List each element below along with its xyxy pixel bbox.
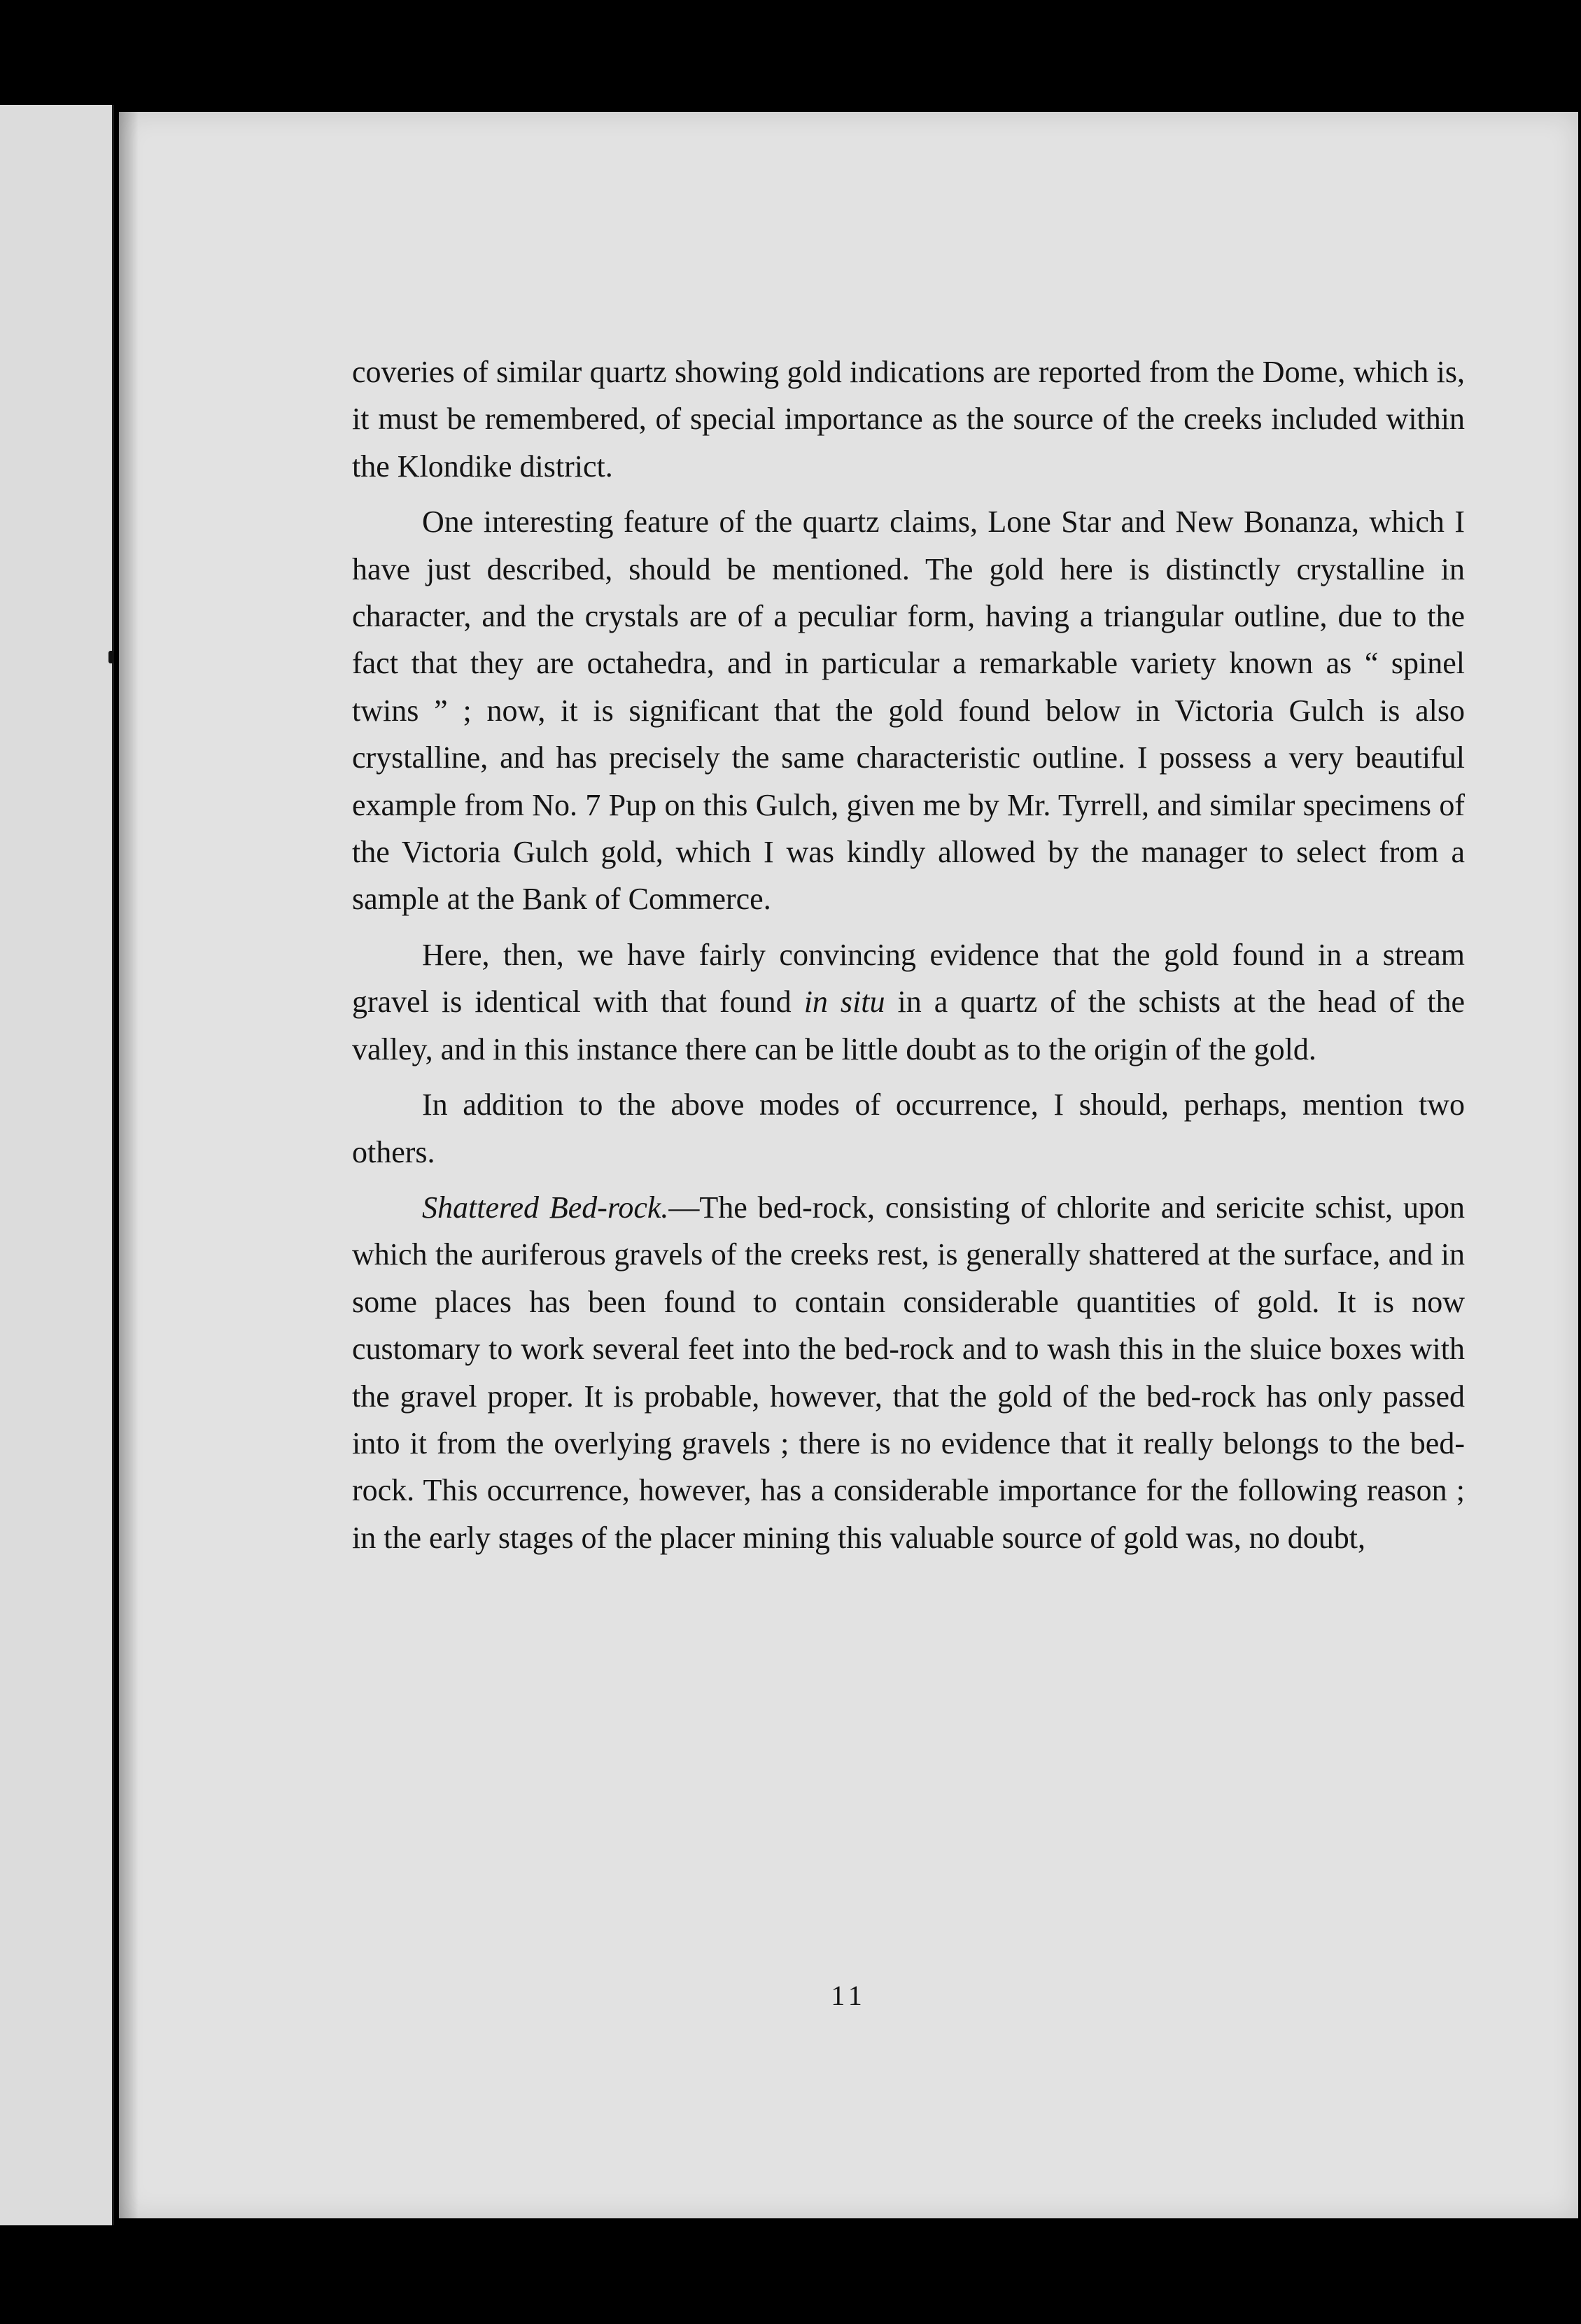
page-number: 11	[831, 1980, 866, 2011]
paragraph-other-modes: In addition to the above modes of occurrence, I should, perhaps, mention two others.	[352, 1087, 1465, 1169]
binding-mark	[108, 651, 114, 663]
book-page	[119, 112, 1578, 2218]
paragraph-continuation: coveries of similar quartz showing gold indications are reported from the Dome, which is, it must be remembered, of special importance as the source of the creeks included within the Klondike district.	[352, 355, 1465, 484]
paragraph-crystals: One interesting feature of the quartz claims, Lone Star and New Bonanza, which I have just described, should be mentioned. The gold here is distinctly crystalline in character, and the crystals are of a peculiar form, having a triangular outline, due to the fact that they are octahedra, and in particular a remarkable variety known as “ spinel twins ” ; now, it is significant that the gold found below in Victoria Gulch is also crystalline, and has precisely the same characteristic outline. I possess a very beautiful example from No. 7 Pup on this Gulch, given me by Mr. Tyrrell, and similar specimens of the Victoria Gulch gold, which I was kindly allowed by the manager to select from a sample at the Bank of Commerce.	[352, 505, 1465, 917]
gutter-shadow	[119, 112, 139, 2218]
evidence-text-start: Here, then, we have fairly convincing evidence that the gold found in a stream gravel is identical with that found	[352, 937, 1465, 1020]
paragraph-evidence	[352, 931, 1465, 1073]
left-page-edge	[0, 105, 114, 2225]
section-heading-italic: Shattered Bed-rock.	[422, 1190, 669, 1225]
body-text	[352, 348, 1465, 1570]
paragraph-shattered-bedrock	[352, 1184, 1465, 1561]
bedrock-text: —The bed-rock, consisting of chlorite and sericite schist, upon which the auriferous gravels of the creeks rest, is generally shattered at the surface, and in some places has been found to contain considerable quantities of gold. It is now customary to work several feet into the bed-rock and to wash this in the sluice boxes with the gravel proper. It is probable, however, that the gold of the bed-rock has only passed into it from the overlying gravels ; there is no evidence that it really belongs to the bed-rock. This occurrence, however, has a considerable importance for the following reason ; in the early stages of the placer mining this valuable source of gold was, no doubt,	[352, 1190, 1465, 1555]
evidence-italic: in situ	[803, 985, 885, 1020]
evidence-text-end: in a quartz of the schists at the head of the valley, and in this instance there can be little doubt as to the origin of the gold.	[352, 985, 1466, 1066]
